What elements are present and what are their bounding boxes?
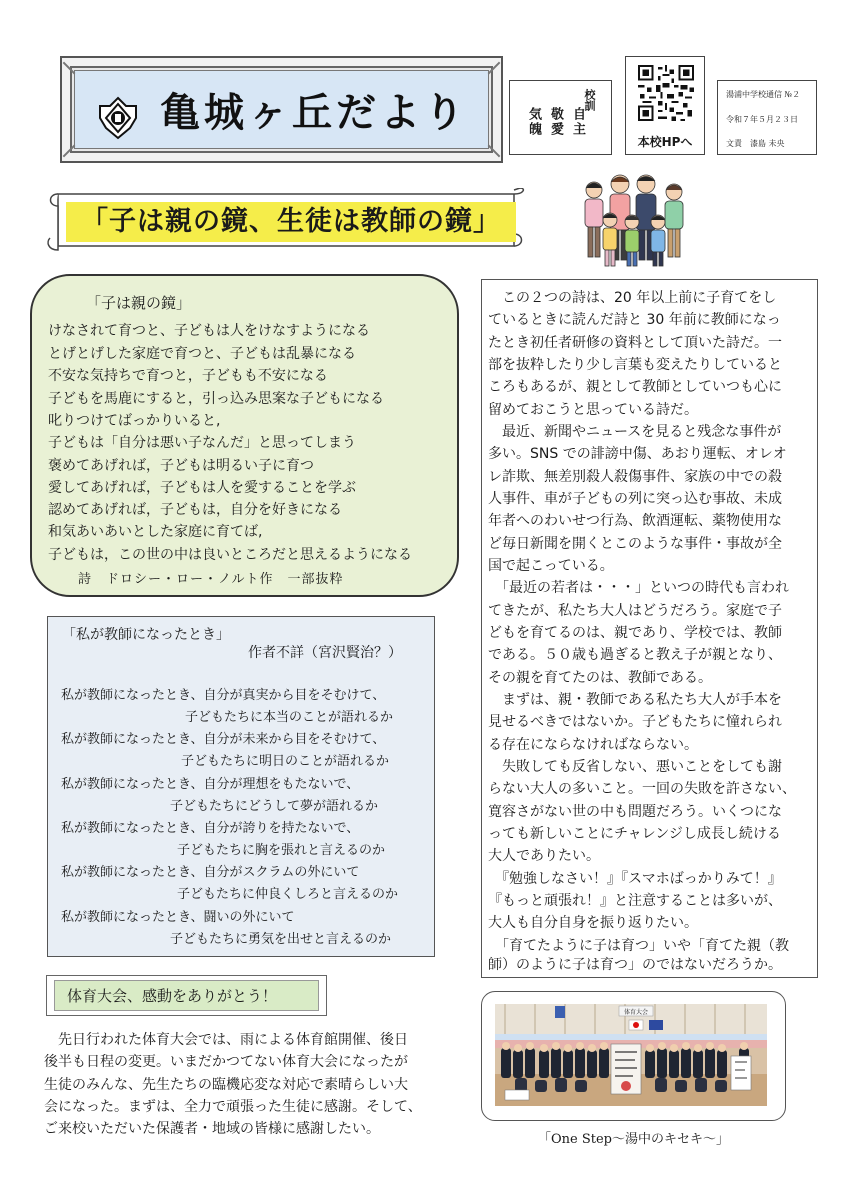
essay-line: まずは、親・教師である私たち大人が手本を xyxy=(488,692,782,708)
motto-label: 校訓 xyxy=(583,89,596,111)
sports-line: 先日行われた体育大会では、雨による体育館開催、後日 xyxy=(44,1032,408,1048)
poem-line: 和気あいあいとした家庭に育てば, xyxy=(48,524,263,540)
poem-line: 私が教師になったとき、自分が誇りを持たないで、 xyxy=(61,821,360,836)
poem-line: 子どもたちにどうして夢が語れるか xyxy=(170,799,379,814)
essay-line: 『勉強しなさい！』『スマホばっかりみて！』 xyxy=(488,871,782,887)
poem-line: 子どもは「自分は悪い子なんだ」と思ってしまう xyxy=(48,435,356,451)
photo-caption: 「One Step～湯中のキセキ～」 xyxy=(537,1132,729,1147)
essay-line: 失敗しても反省しない、悪いことをしても謝 xyxy=(488,759,782,775)
qr-code-box[interactable] xyxy=(625,56,705,155)
essay-line: 師）のように子は育つ」のではないだろうか。 xyxy=(488,957,782,973)
headline: 「子は親の鏡、生徒は教師の鏡」 xyxy=(66,202,516,242)
sports-line: 会になった。まずは、全力で頑張った生徒に感謝。そして、 xyxy=(44,1099,422,1115)
school-motto-box xyxy=(509,80,612,155)
poem-line: 褒めてあげれば，子どもは明るい子に育つ xyxy=(48,458,314,474)
poem-line: 私が教師になったとき、自分がスクラムの外にいて xyxy=(61,865,360,880)
family-illustration xyxy=(580,172,692,272)
poem-teacher-title: 「私が教師になったとき」 xyxy=(62,627,230,643)
essay-line: っても新しいことにチャレンジし成長し続ける xyxy=(488,826,781,842)
poem-line: 子どもたちに仲良くしろと言えるのか xyxy=(177,887,399,902)
qr-caption: 本校HPへ xyxy=(637,135,693,149)
issue-date: 令和７年５月２３日 xyxy=(726,115,798,124)
essay-line: 「最近の若者は・・・」といつの時代も言われ xyxy=(488,580,789,596)
sports-heading: 体育大会、感動をありがとう！ xyxy=(54,980,319,1011)
issue-publication: 湯浦中学校通信 №２ xyxy=(726,90,801,99)
motto-column: 気魄 xyxy=(526,107,541,137)
poem-teacher-author: 作者不詳（宮沢賢治？） xyxy=(248,645,402,661)
essay-line: この２つの詩は、20 年以上前に子育てをし xyxy=(488,290,777,306)
essay-line: ころもあるが、親として教師としていつも心に xyxy=(488,379,782,395)
essay-line: 最近、新聞やニュースを見ると残念な事件が xyxy=(488,424,782,440)
essay-line: る存在にならなければならない。 xyxy=(488,737,698,753)
poem-line: 私が教師になったとき、自分が真実から目をそむけて、 xyxy=(61,688,386,703)
essay-line: 留めておこうと思っている詩だ。 xyxy=(488,402,698,418)
poem-line: 私が教師になったとき、闘いの外にいて xyxy=(61,910,295,925)
photo-banner-text: 体育大会 xyxy=(623,1009,649,1016)
poem-line: 愛してあげれば，子どもは人を愛することを学ぶ xyxy=(48,480,356,496)
essay-line: 『もっと頑張れ！』と注意することは多いが、 xyxy=(488,893,782,909)
essay-line: ているときに読んだ詩と 30 年前に教師になっ xyxy=(488,312,781,328)
essay-line: 人事件、車が子どもの列に突っ込む事故、未成 xyxy=(488,491,782,507)
poem-line: 子どもたちに明日のことが語れるか xyxy=(181,754,390,769)
motto-column: 敬愛 xyxy=(548,107,563,137)
poem-line: 認めてあげれば，子どもは，自分を好きになる xyxy=(48,502,342,518)
qr-code-icon[interactable] xyxy=(638,65,694,121)
essay-line: 部を抜粋したり少し言葉も変えたりしていると xyxy=(488,357,782,373)
poem-parents-attribution: 詩 ドロシー・ロー・ノルト作 一部抜粋 xyxy=(78,572,344,587)
poem-line: 子どもを馬鹿にすると，引っ込み思案な子どもになる xyxy=(48,391,384,407)
motto-column: 自主 xyxy=(570,107,585,137)
school-emblem-icon xyxy=(96,96,140,140)
poem-line: 私が教師になったとき、自分が理想をもたないで、 xyxy=(61,777,360,792)
essay-line: 寛容さがない世の中も問題だろう。いくつにな xyxy=(488,804,782,820)
essay-line: 大人も自分自身を振り返りたい。 xyxy=(488,915,698,931)
sports-line: 生徒のみんな、先生たちの臨機応変な対応で素晴らしい大 xyxy=(44,1077,408,1093)
sports-line: ご来校いただいた保護者・地域の皆様に感謝したい。 xyxy=(44,1121,380,1137)
essay-line: たとき初任者研修の資料として頂いた詩だ。一 xyxy=(488,335,782,351)
essay-line: レ詐欺、無差別殺人殺傷事件、家族の中での殺 xyxy=(488,469,782,485)
poem-line: 不安な気持ちで育つと，子どもも不安になる xyxy=(48,368,328,384)
essay-line: らない大人の多いこと。一回の失敗を許さない、 xyxy=(488,781,796,797)
poem-line: 子どもたちに本当のことが語れるか xyxy=(185,710,394,725)
newsletter-title: 亀城ヶ丘だより xyxy=(160,89,468,136)
essay-line: 「育てたように子は育つ」いや「育てた親（教 xyxy=(488,938,789,954)
essay-line: 見せるべきではないか。子どもたちに憧れられ xyxy=(488,714,782,730)
essay-line: ど毎日新聞を開くとこのような事件・事故が全 xyxy=(488,536,782,552)
essay-line: である。５０歳も過ぎると教え子が親となり、 xyxy=(488,647,782,663)
poem-line: けなされて育つと、子どもは人をけなすようになる xyxy=(48,323,370,339)
essay-line: 大人でありたい。 xyxy=(488,848,600,864)
sports-day-group-photo xyxy=(495,1004,767,1106)
poem-line: とげとげした家庭で育つと、子どもは乱暴になる xyxy=(48,346,356,362)
essay-line: てきたが、私たち大人はどうだろう。家庭で子 xyxy=(488,603,782,619)
poem-line: 子どもは，この世の中は良いところだと思えるようになる xyxy=(48,547,412,563)
issue-editor: 文責 漆島 未央 xyxy=(726,139,785,148)
essay-line: 多い。SNS での誹謗中傷、あおり運転、オレオ xyxy=(488,446,787,462)
essay-line: その親を育てたのは、教師である。 xyxy=(488,670,712,686)
essay-line: 国で起こっている。 xyxy=(488,558,614,574)
poem-line: 子どもたちに勇気を出せと言えるのか xyxy=(170,932,392,947)
sports-line: 後半も日程の変更。いまだかつてない体育大会になったが xyxy=(44,1054,408,1070)
issue-info-box xyxy=(717,80,817,155)
poem-line: 叱りつけてばっかりいると, xyxy=(48,413,221,429)
poem-line: 私が教師になったとき、自分が未来から目をそむけて、 xyxy=(61,732,386,747)
poem-parents-title: 「子は親の鏡」 xyxy=(86,294,192,312)
essay-line: どもを育てるのは、親であり、学校では、教師 xyxy=(488,625,782,641)
essay-line: 年者へのわいせつ行為、飲酒運転、薬物使用な xyxy=(488,513,782,529)
poem-line: 子どもたちに胸を張れと言えるのか xyxy=(177,843,386,858)
